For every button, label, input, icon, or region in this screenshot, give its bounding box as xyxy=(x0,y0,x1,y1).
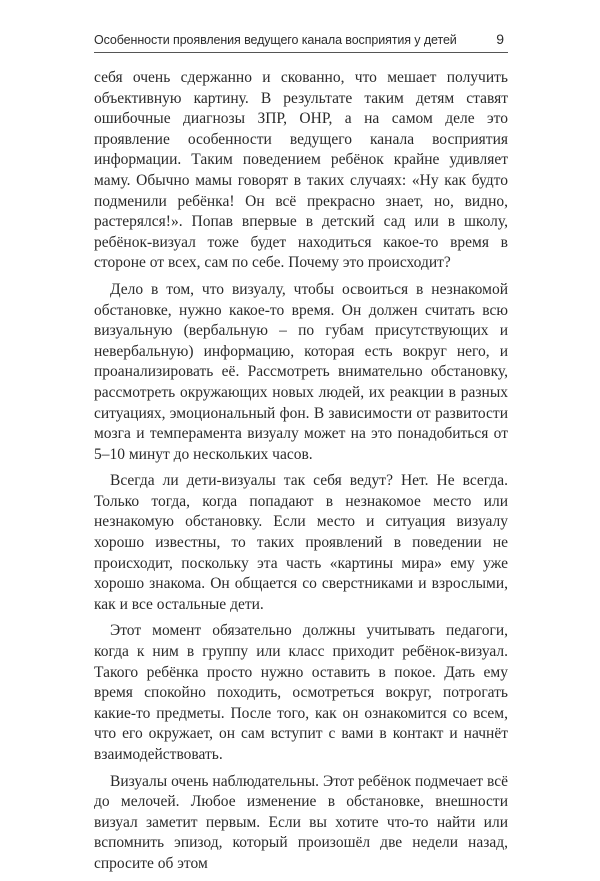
paragraph-5: Визуалы очень наблюдательны. Этот ребёнок подмечает всё до мелочей. Любое изменение в обстановке, внешности визуал заметит первым. Если вы хотите что-то найти или вспомнить эпизод, который произошёл две недели назад, спросите об этом xyxy=(94,772,508,872)
paragraph-4: Этот момент обязательно должны учитывать педагоги, когда к ним в группу или класс приходит ребёнок-визуал. Такого ребёнка просто нужно оставить в покое. Дать ему время спокойно походить, осмотреться вокруг, потрогать какие-то предметы. После того, как он ознакомится со всем, что его окружает, он сам вступит с вами в контакт и начнёт взаимодействовать. xyxy=(94,622,508,763)
chapter-title: Особенности проявления ведущего канала восприятия у детей xyxy=(94,33,457,47)
page-number: 9 xyxy=(496,31,504,47)
body-text xyxy=(94,68,508,881)
paragraph-2: Дело в том, что визуалу, чтобы освоиться в незнакомой обстановке, нужно какое-то время. Он должен считать всю визуальную (вербальную – по губам присутствующих и невербальную) информацию, которая есть вокруг него, и проанализировать её. Рассмотреть внимательно обстановку, рассмотреть окружающих новых людей, их реакции в разных ситуациях, эмоциональный фон. В зависимости от развитости мозга и темперамента визуалу может на это понадобиться от 5–10 минут до нескольких часов. xyxy=(94,280,508,463)
paragraph-3: Всегда ли дети-визуалы так себя ведут? Нет. Не всегда. Только тогда, когда попадают в незнакомое место или незнакомую обстановку. Если место и ситуация визуалу хорошо известны, то таких проявлений в поведении не происходит, поскольку эта часть «картины мира» ему уже хорошо знакома. Он общается со сверстниками и взрослыми, как и все остальные дети. xyxy=(94,472,508,613)
paragraph-1: себя очень сдержанно и скованно, что мешает получить объективную картину. В результате таким детям ставят ошибочные диагнозы ЗПР, ОНР, а на самом деле это проявление особенности ведущего канала восприятия информации. Таким поведением ребёнок крайне удивляет маму. Обычно мамы говорят в таких случаях: «Ну как будто подменили ребёнка! Он всё прекрасно знает, но, видно, растерялся!». Попав впервые в детский сад или в школу, ребёнок-визуал тоже будет находиться какое-то время в стороне от всех, сам по себе. Почему это происходит? xyxy=(94,69,508,272)
running-header xyxy=(94,30,508,53)
